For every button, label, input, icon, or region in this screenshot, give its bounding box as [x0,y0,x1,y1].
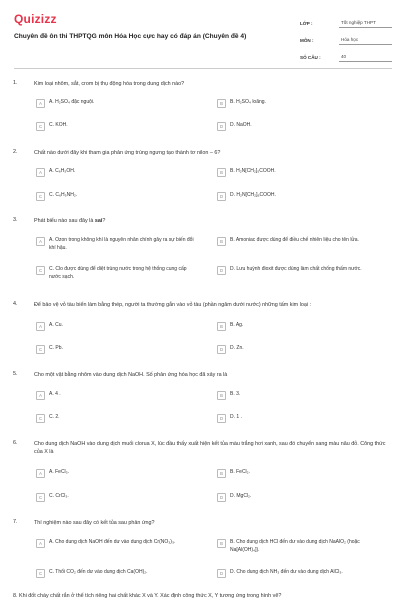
quizizz-logo: Quizizz [14,12,57,26]
option-letter-box: B [217,469,226,478]
option-b[interactable] [217,168,380,177]
meta-label: LỚP : [300,21,313,26]
meta-label: SỐ CÂU : [300,55,321,60]
question-text-pre: Phát biểu nào sau đây là [34,218,95,224]
option-text: D. Lưu huỳnh đioxit được dùng làm chất chống thấm nước. [230,266,362,272]
option-text: A. FeCl₃. [49,469,70,475]
option-letter-box: A [36,322,45,331]
option-text: B. Ag. [230,322,244,328]
option-a[interactable] [36,99,199,108]
option-d[interactable] [217,569,380,578]
option-text: A. H₂SO₄ đặc nguội. [49,99,95,105]
option-a[interactable] [36,539,199,548]
option-letter-box: C [36,414,45,423]
option-text: A. Cho dung dịch NaOH đến dư vào dung dịch Cr(NO₃)₃. [49,539,176,545]
option-text: C. C₆H₅NH₂. [49,192,78,198]
option-text: B. 3. [230,391,241,397]
question-text-post: ? [102,218,106,224]
question-text: Kim loại nhôm, sắt, crom bị thụ động hóa trong dung dịch nào? [34,81,185,87]
option-text: B. Cho dung dịch HCl đến dư vào dung dịch NaAlO₂ (hoặc Na[Al(OH)₄]). [230,539,360,553]
option-text: B. H₂SO₄ loãng. [230,99,266,105]
option-letter-box: C [36,493,45,502]
option-letter-box: B [217,168,226,177]
option-text: A. 4 . [49,391,61,397]
option-text: D. H₂N[CH₂]₆COOH. [230,192,276,198]
question-number: 2. [13,149,18,155]
option-a[interactable] [36,391,199,400]
option-letter-box: A [36,469,45,478]
option-d[interactable] [217,414,380,423]
option-letter-box: A [36,99,45,108]
page-title: Chuyên đề ôn thi THPTQG môn Hóa Học cực hay có đáp án (Chuyên đề 4) [14,33,247,40]
option-text: D. Zn. [230,345,244,351]
option-c[interactable] [36,266,199,282]
option-letter-box: B [217,237,226,246]
option-a[interactable] [36,168,199,177]
option-text: D. NaOH. [230,122,252,128]
option-letter-box: C [36,266,45,275]
option-c[interactable] [36,122,199,131]
option-b[interactable] [217,237,380,246]
option-letter-box: A [36,391,45,400]
option-letter-box: D [217,266,226,275]
option-letter-box: D [217,569,226,578]
option-letter-box: D [217,192,226,201]
question-number: 3. [13,217,18,223]
option-text: C. CrCl₃. [49,493,69,499]
option-letter-box: C [36,569,45,578]
option-letter-box: B [217,99,226,108]
question-number: 7. [13,519,18,525]
next-question-cut-off: 8. Khi đốt cháy chất rắn ở thể tích riêng hai chất khác X và Y. Xác định công thức X, Y tương ứng trong hình vẽ? [13,593,282,599]
option-d[interactable] [217,122,380,131]
meta-value: Tốt nghiệp THPT [339,20,392,28]
option-text: A. C₆H₅OH. [49,168,76,174]
question-text-emphasis: sai [94,218,103,224]
option-text: B. H₂N[CH₂]₅COOH. [230,168,276,174]
option-text: D. Cho dung dịch NH₃ đến dư vào dung dịch AlCl₃. [230,569,343,575]
question-number: 4. [13,301,18,307]
option-c[interactable] [36,569,199,578]
option-text: A. Cu. [49,322,63,328]
option-text: B. Amoniac được dùng để điều chế nhiên liệu cho tên lửa. [230,237,359,243]
meta-value: Hóa học [339,37,392,45]
meta-label: MÔN : [300,38,314,43]
option-b[interactable] [217,469,380,478]
option-a[interactable] [36,237,199,253]
option-d[interactable] [217,192,380,201]
option-b[interactable] [217,99,380,108]
option-letter-box: C [36,122,45,131]
option-a[interactable] [36,322,199,331]
meta-row-class [300,14,392,28]
question-text: Cho dung dịch NaOH vào dung dịch muối clorua X, lúc đầu thấy xuất hiện kết tủa màu trắng hơi xanh, sau đó chuyển sang màu nâu đỏ. Công thức của X là [34,441,386,456]
option-letter-box: A [36,539,45,548]
option-text: C. Thổi CO₂ đến dư vào dung dịch Ca(OH)₂. [49,569,148,575]
option-letter-box: D [217,493,226,502]
option-text: D. 1 . [230,414,242,420]
question-text: Thí nghiệm nào sau đây có kết tủa sau phản ứng? [34,520,155,526]
option-text: C. Pb. [49,345,63,351]
meta-panel [300,14,392,65]
question-text: Chất nào dưới đây khi tham gia phản ứng trùng ngưng tạo thành tơ nilon – 6? [34,150,221,156]
option-text: C. KOH. [49,122,68,128]
header-divider [14,68,392,69]
option-text: C. 2. [49,414,60,420]
option-text: D. MgCl₂. [230,493,252,499]
question-number: 6. [13,440,18,446]
option-letter-box: D [217,122,226,131]
option-letter-box: B [217,322,226,331]
option-letter-box: B [217,539,226,548]
option-text: C. Clo được dùng để diệt trùng nước trong hệ thống cung cấp nước sạch. [49,266,187,280]
option-letter-box: D [217,414,226,423]
option-d[interactable] [217,493,380,502]
option-d[interactable] [217,345,380,354]
option-letter-box: A [36,237,45,246]
option-c[interactable] [36,493,199,502]
option-d[interactable] [217,266,380,275]
option-a[interactable] [36,469,199,478]
meta-row-count [300,48,392,62]
option-text: A. Ozon trong không khí là nguyên nhân chính gây ra sự biến đổi khí hậu. [49,237,194,251]
option-letter-box: A [36,168,45,177]
question-text: Để bảo vệ vỏ tàu biển làm bằng thép, người ta thường gắn vào vỏ tàu (phần ngâm dưới nước) những tấm kim loại : [34,302,312,308]
option-b[interactable] [217,539,380,555]
option-letter-box: D [217,345,226,354]
option-c[interactable] [36,345,199,354]
question-text: Cho một vật bằng nhôm vào dung dịch NaOH. Số phản ứng hóa học đã xảy ra là [34,372,228,378]
option-b[interactable] [217,391,380,400]
option-text: B. FeCl₂. [230,469,250,475]
option-letter-box: B [217,391,226,400]
option-c[interactable] [36,414,199,423]
question-number: 1. [13,80,18,86]
option-b[interactable] [217,322,380,331]
question-number: 5. [13,371,18,377]
option-c[interactable] [36,192,199,201]
option-letter-box: C [36,345,45,354]
meta-value: 40 [339,54,392,62]
question-text [34,217,386,225]
option-letter-box: C [36,192,45,201]
meta-row-subject [300,31,392,45]
